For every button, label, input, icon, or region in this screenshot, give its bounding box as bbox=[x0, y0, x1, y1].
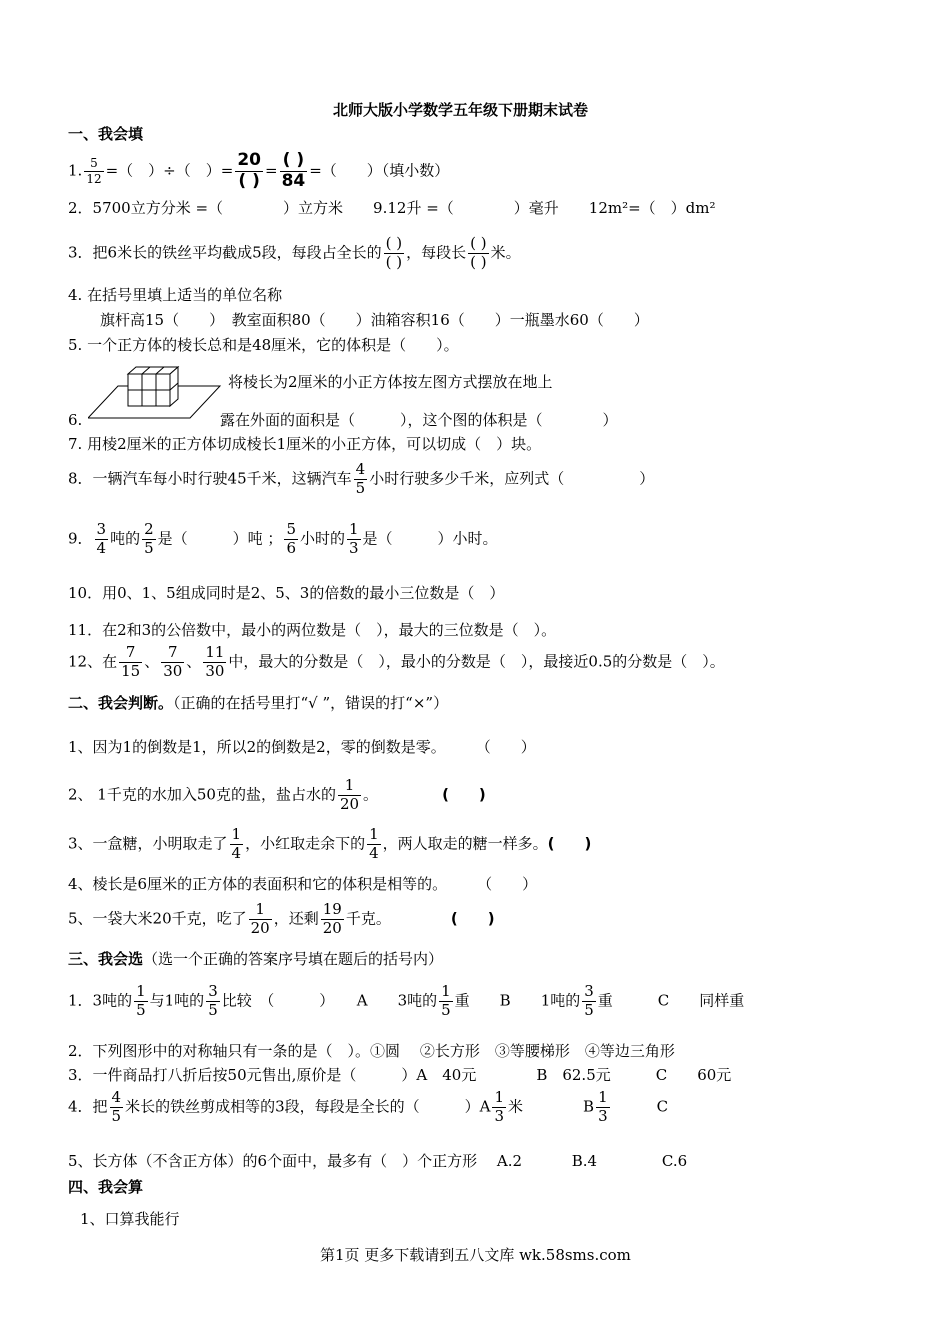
fraction: $\frac{11}{30}$ bbox=[205, 643, 225, 680]
question-1-7: 7. 用棱2厘米的正方体切成棱长1厘米的小正方体，可以切成（ ）块。 bbox=[68, 435, 542, 453]
cube-diagram bbox=[88, 364, 223, 422]
fraction: $\frac{4}{5}$ bbox=[355, 460, 366, 497]
section-heading-fill: 一、我会填 bbox=[68, 125, 144, 143]
fraction: $\frac{4}{5}$ bbox=[111, 1088, 122, 1125]
question-1-4: 4. 在括号里填上适当的单位名称 bbox=[68, 286, 283, 304]
fraction: ( ) ( ) bbox=[385, 234, 403, 271]
question-3-4: 4．把 $\frac{4}{5}$ 米长的铁丝剪成相等的3段，每段是全长的（ ）A $\frac{1}{3}$ 米 B $\frac{1}{3}$ C bbox=[68, 1088, 669, 1125]
fraction: $\frac{1}{5}$ bbox=[441, 982, 451, 1019]
question-1-2: 2．5700立方分米 =（ ）立方米 9.12升 =（ ）毫升 12m²=（ ）dm² bbox=[68, 199, 716, 217]
question-2-5: 5、一袋大米20千克，吃了 $\frac{1}{20}$ ，还剩 $\frac{19}{20}$ 千克。 ( ) bbox=[68, 900, 495, 937]
fraction: $\frac{1}{20}$ bbox=[250, 900, 270, 937]
fraction: $\frac{3}{4}$ bbox=[96, 520, 107, 557]
fraction: $\frac{5}{6}$ bbox=[286, 520, 296, 557]
fraction: $\frac{7}{30}$ bbox=[163, 643, 183, 680]
fraction: $\frac{3}{5}$ bbox=[208, 982, 218, 1019]
question-3-2: 2．下列图形中的对称轴只有一条的是（ ）。①圆 ②长方形 ③等腰梯形 ④等边三角形 bbox=[68, 1042, 675, 1060]
question-2-3: 3、一盒糖，小明取走了 $\frac{1}{4}$ ，小红取走余下的 $\frac{1}{4}$ ，两人取走的糖一样多。( ) bbox=[68, 825, 592, 862]
section-heading-calc: 四、我会算 bbox=[68, 1178, 144, 1196]
fraction: $\frac{2}{5}$ bbox=[144, 520, 154, 557]
fraction: $\frac{1}{20}$ bbox=[339, 776, 360, 813]
fraction: $\frac{1}{3}$ bbox=[598, 1088, 608, 1125]
fraction: ( ) 84 bbox=[281, 150, 306, 191]
fraction: $\frac{1}{3}$ bbox=[494, 1088, 505, 1125]
question-1-8: 8．一辆汽车每小时行驶45千米，这辆汽车 $\frac{4}{5}$ 小时行驶多少千米，应列式（ ） bbox=[68, 460, 655, 497]
fraction: $\frac{5}{12}$ bbox=[86, 156, 102, 186]
question-1-12: 12、在 $\frac{7}{15}$ 、 $\frac{7}{30}$ 、 $\frac{11}{30}$ 中，最大的分数是（ ），最小的分数是（ ），最接近0.5的分数是（ ）。 bbox=[68, 643, 725, 680]
question-1-3: 3．把6米长的铁丝平均截成5段，每段占全长的 ( ) ( ) ，每段长 ( ) ( ) 米。 bbox=[68, 234, 521, 271]
question-1-4-units: 旗杆高15（ ） 教室面积80（ ）油箱容积16（ ）一瓶墨水60（ ） bbox=[100, 311, 649, 329]
page-title: 北师大版小学数学五年级下册期末试卷 bbox=[333, 101, 589, 119]
question-1-9: 9． $\frac{3}{4}$ 吨的 $\frac{2}{5}$ 是（ ）吨 ； $\frac{5}{6}$ 小时的 $\frac{1}{3}$ 是（ ）小时。 bbox=[68, 520, 498, 557]
fraction: $\frac{1}{4}$ bbox=[369, 825, 379, 862]
question-2-1: 1、因为1的倒数是1，所以2的倒数是2，零的倒数是零。 （ ） bbox=[68, 738, 536, 756]
section-4-sub: 1、口算我能行 bbox=[80, 1210, 180, 1228]
fraction: $\frac{7}{15}$ bbox=[121, 643, 141, 680]
fraction: $\frac{3}{5}$ bbox=[584, 982, 594, 1019]
question-1-5: 5. 一个正方体的棱长总和是48厘米，它的体积是（ ）。 bbox=[68, 336, 459, 354]
fraction: $\frac{1}{5}$ bbox=[136, 982, 146, 1019]
question-2-4: 4、棱长是6厘米的正方体的表面积和它的体积是相等的。 （ ） bbox=[68, 875, 538, 893]
fraction: ( ) ( ) bbox=[470, 234, 487, 271]
fraction: 20 ( ) bbox=[237, 150, 261, 191]
question-3-1: 1．3吨的 $\frac{1}{5}$ 与1吨的 $\frac{3}{5}$ 比较 （ ） A 3吨的 $\frac{1}{5}$ 重 B 1吨的 $\frac{3}{5}$ 重 C 同样重 bbox=[68, 982, 745, 1019]
question-1-6-line1: 将棱长为2厘米的小正方体按左图方式摆放在地上 bbox=[228, 373, 553, 391]
fraction: $\frac{1}{4}$ bbox=[231, 825, 242, 862]
question-1-10: 10．用0、1、5组成同时是2、5、3的倍数的最小三位数是（ ） bbox=[68, 584, 505, 602]
question-1-1: 1. $\frac{5}{12}$ =（ ）÷（ ）= 20 ( ) = ( ) 84 =（ ）（填小数） bbox=[68, 150, 450, 191]
fraction: $\frac{1}{3}$ bbox=[349, 520, 359, 557]
question-1-6-number: 6. bbox=[68, 411, 83, 429]
page-footer: 第1页 更多下载请到五八文库 wk.58sms.com bbox=[320, 1246, 631, 1264]
question-3-3: 3．一件商品打八折后按50元售出,原价是（ ）A 40元 B 62.5元 C 60元 bbox=[68, 1066, 732, 1084]
fraction: $\frac{19}{20}$ bbox=[322, 900, 342, 937]
question-1-11: 11．在2和3的公倍数中，最小的两位数是（ ），最大的三位数是（ ）。 bbox=[68, 621, 557, 639]
section-heading-judge: 二、我会判断。（正确的在括号里打“√ ”，错误的打“×”） bbox=[68, 694, 449, 712]
section-heading-choose: 三、我会选（选一个正确的答案序号填在题后的括号内） bbox=[68, 950, 444, 968]
question-2-2: 2、 1千克的水加入50克的盐，盐占水的 $\frac{1}{20}$ 。 ( ) bbox=[68, 776, 486, 813]
question-3-5: 5、长方体（不含正方体）的6个面中，最多有（ ）个正方形 A.2 B.4 C.6 bbox=[68, 1152, 688, 1170]
question-1-6-line2: 露在外面的面积是（ ），这个图的体积是（ ） bbox=[220, 411, 618, 429]
